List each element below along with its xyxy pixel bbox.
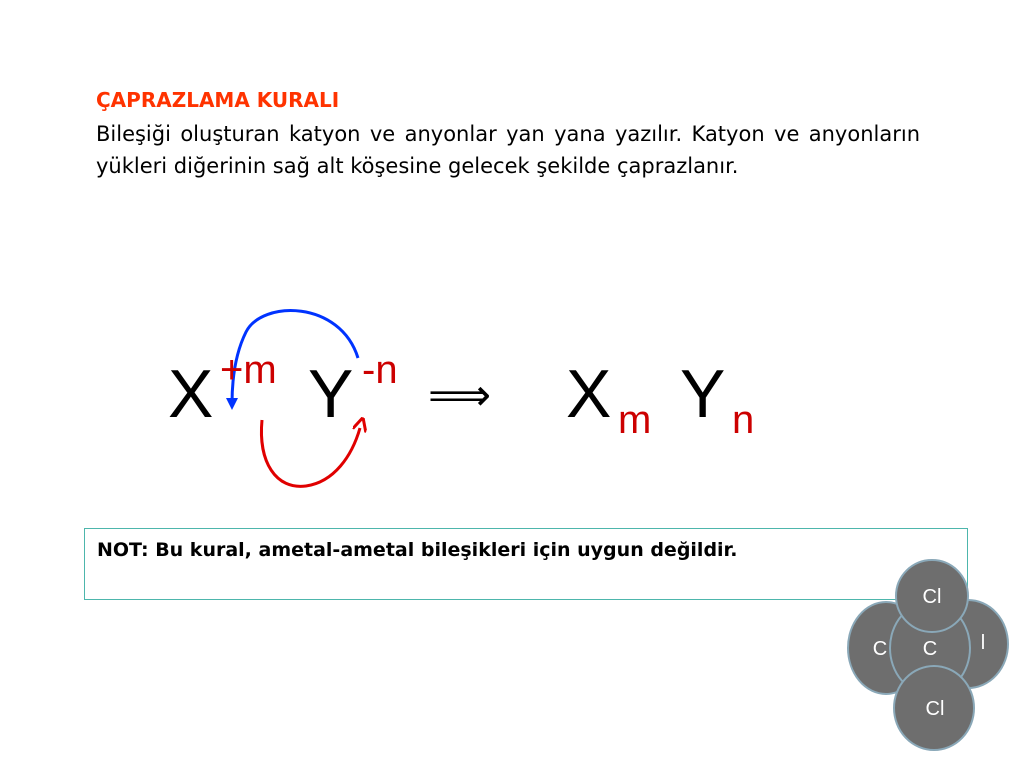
atom-bottom-label: Cl bbox=[925, 698, 945, 720]
yields-arrow: ⟹ bbox=[428, 370, 492, 421]
cation-symbol: X bbox=[168, 356, 214, 432]
note-text: NOT: Bu kural, ametal-ametal bileşikleri için uygun değildir. bbox=[97, 539, 738, 561]
product-anion: Y bbox=[680, 356, 726, 432]
molecule-graphic bbox=[840, 556, 1020, 756]
note-box bbox=[84, 528, 968, 600]
anion-symbol: Y bbox=[308, 356, 354, 432]
atom-top-label: Cl bbox=[922, 586, 942, 608]
rule-description: Bileşiği oluşturan katyon ve anyonlar yan yana yazılır. Katyon ve anyonların yükleri diğerinin sağ alt köşesine gelecek şekilde çaprazlanır. bbox=[96, 122, 920, 178]
product-cation: X bbox=[566, 356, 612, 432]
cation-charge: +m bbox=[220, 348, 277, 392]
anion-charge: -n bbox=[362, 348, 398, 392]
product-cation-subscript: m bbox=[618, 398, 652, 442]
slide-title: ÇAPRAZLAMA KURALI bbox=[96, 88, 340, 112]
atom-left-label: C bbox=[872, 638, 888, 660]
product-anion-subscript: n bbox=[732, 398, 755, 442]
atom-right-label: l bbox=[980, 632, 986, 654]
atom-center-label: C bbox=[922, 638, 938, 660]
